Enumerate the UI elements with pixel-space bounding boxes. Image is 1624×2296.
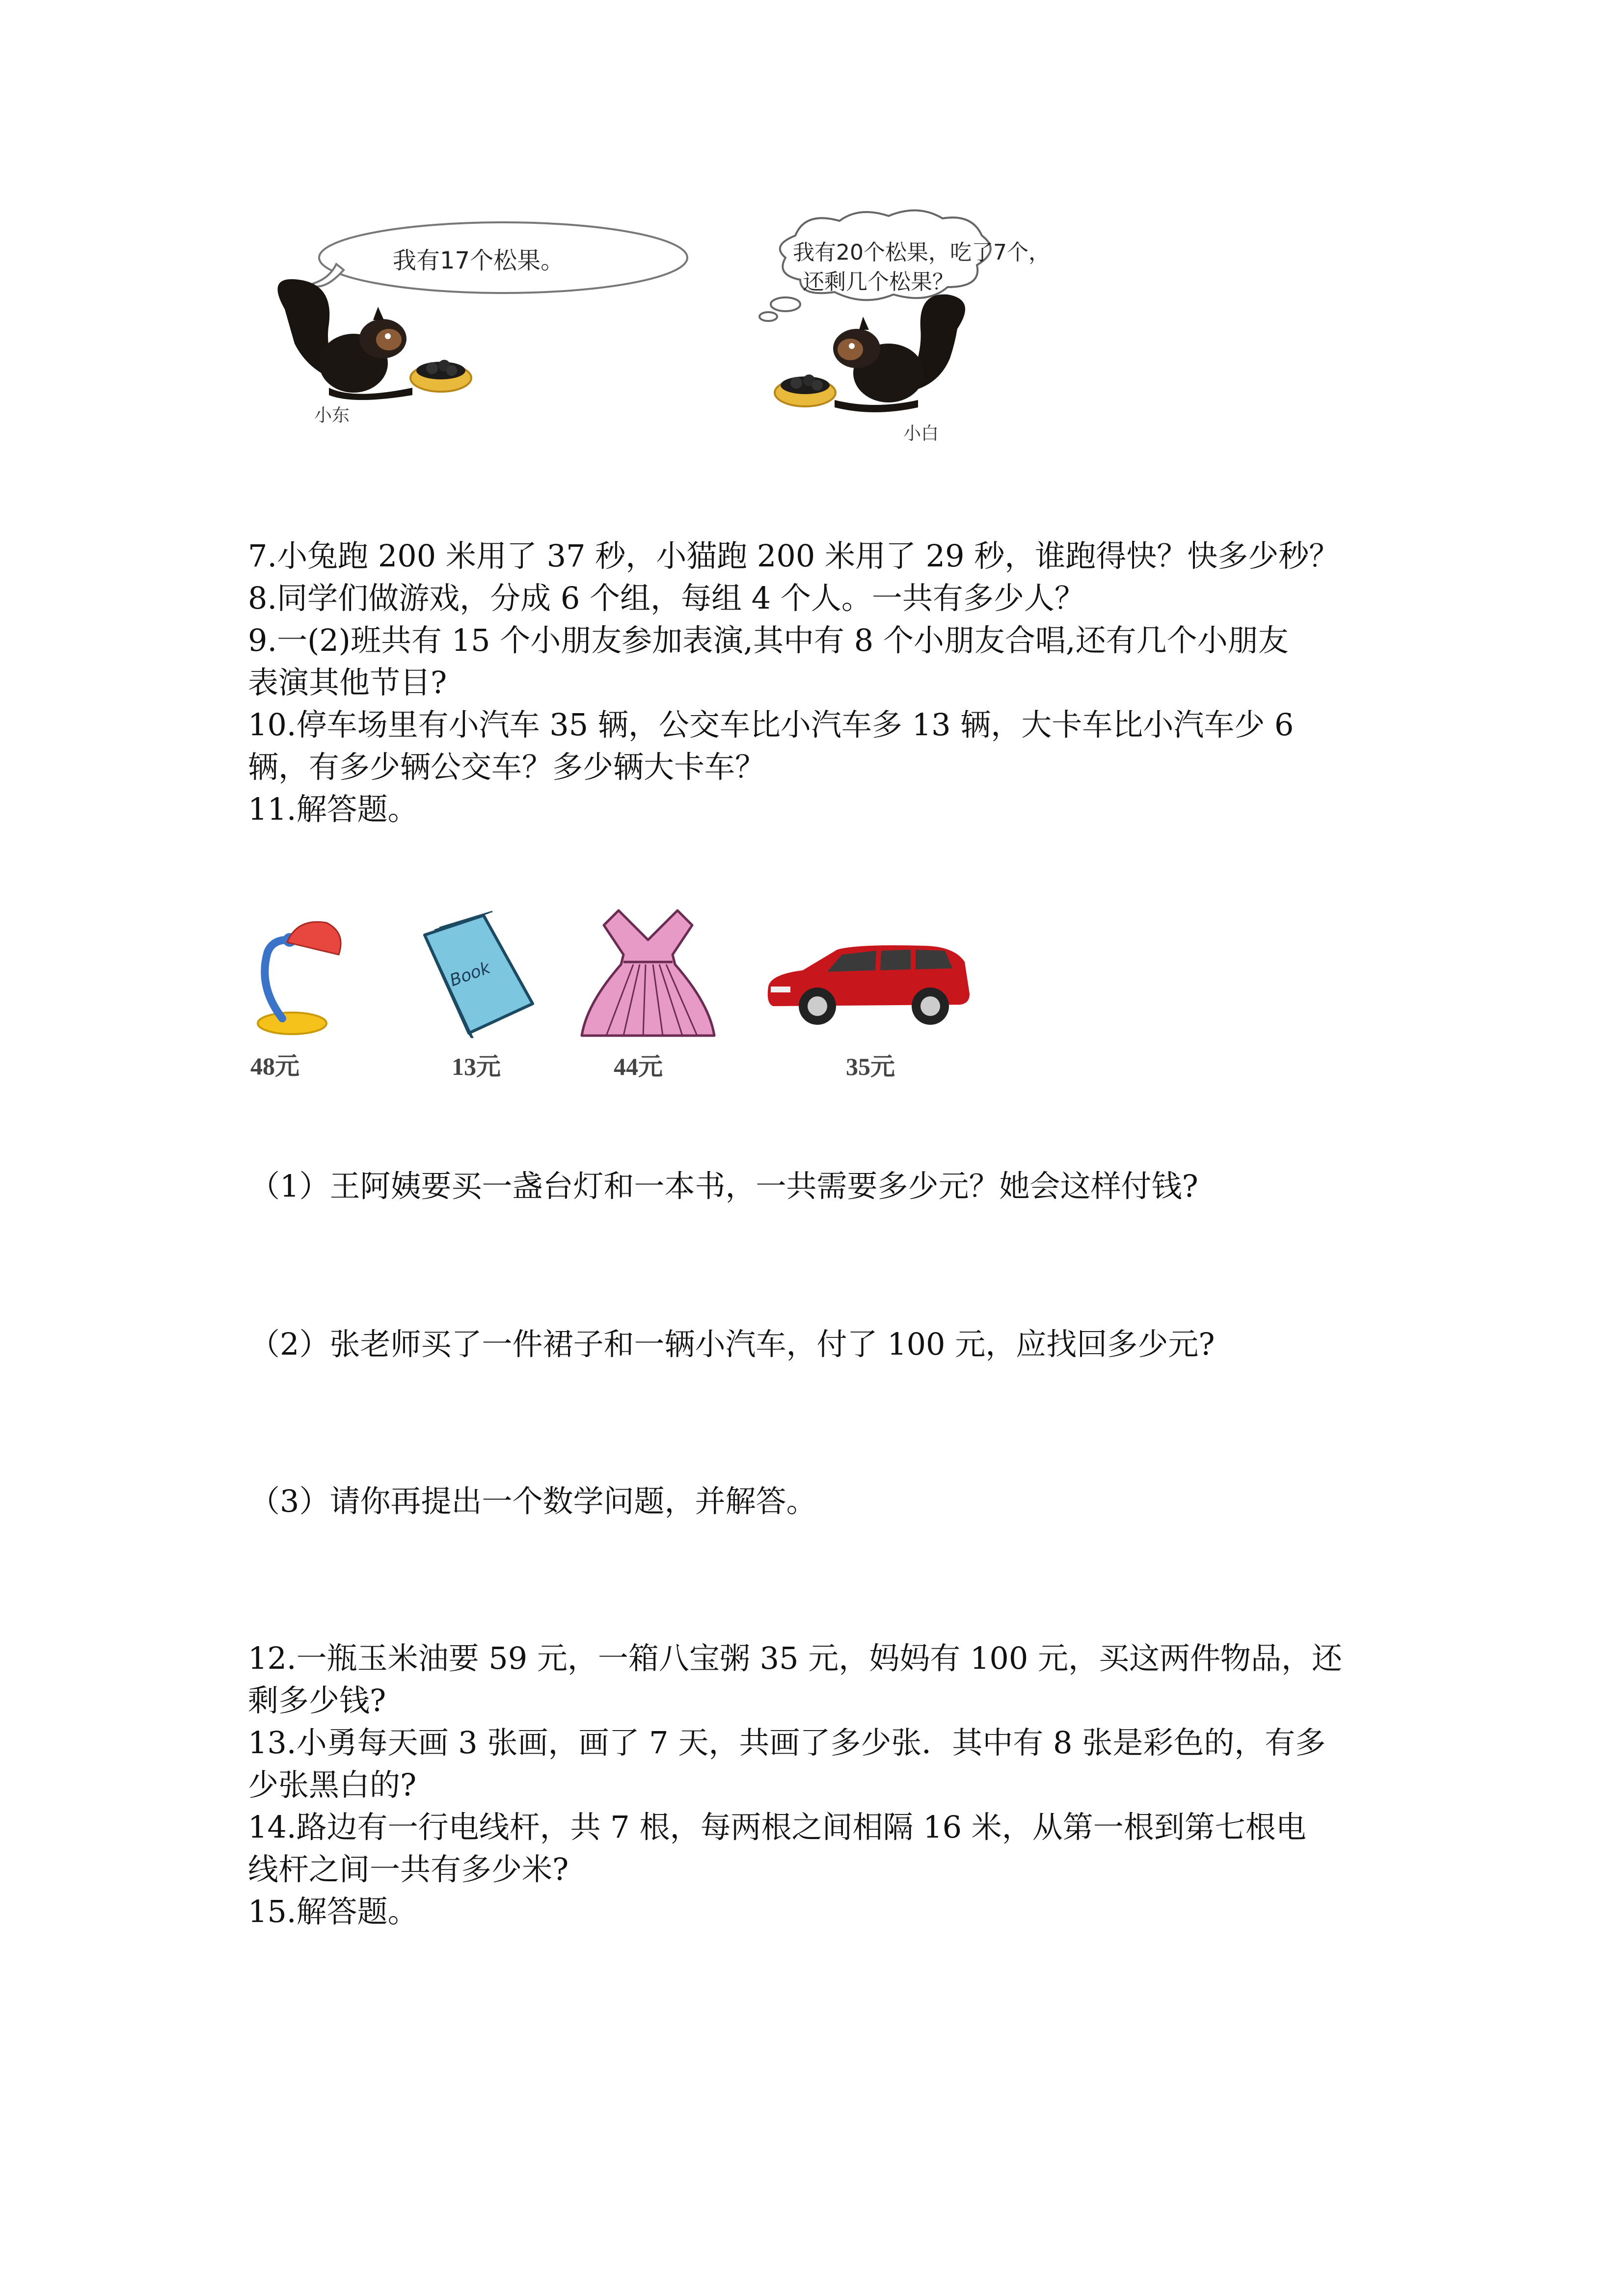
question-10-line-2: 辆，有多少辆公交车？多少辆大卡车？ [248,749,766,785]
question-9-line-2: 表演其他节目? [248,665,447,700]
desk-lamp-icon [248,913,346,1041]
car-icon [763,940,974,1028]
right-speech-line1: 我有20个松果，吃了7个， [793,240,1050,265]
right-squirrel-name: 小白 [903,424,939,444]
question-9-line-1: 9.一(2)班共有 15 个小朋友参加表演,其中有 8 个小朋友合唱,还有几个小朋友 [248,622,1289,658]
price-lamp: 48元 [250,1052,299,1080]
question-11: 11.解答题。 [248,791,418,827]
question-14-line-1: 14.路边有一行电线杆，共 7 根，每两根之间相隔 16 米，从第一根到第七根电 [248,1809,1306,1845]
question-8: 8.同学们做游戏，分成 6 个组，每组 4 个人。一共有多少人？ [248,580,1085,616]
item-car [763,940,974,1080]
subquestion-3: （3）请你再提出一个数学问题，并解答。 [249,1483,817,1519]
subquestion-1: （1）王阿姨要买一盏台灯和一本书，一共需要多少元？她会这样付钱? [249,1168,1198,1204]
price-dress: 44元 [614,1053,663,1080]
left-speech-text: 我有17个松果。 [393,247,565,274]
question-13-line-1: 13.小勇每天画 3 张画，画了 7 天，共画了多少张．其中有 8 张是彩色的，有多 [248,1725,1326,1761]
squirrel-illustration [255,206,1139,461]
question-10-line-1: 10.停车场里有小汽车 35 辆，公交车比小汽车多 13 辆，大卡车比小汽车少 6 [248,707,1294,743]
item-dress [577,906,719,1080]
right-squirrel [775,294,965,412]
right-speech-line2: 还剩几个松果？ [803,269,954,294]
left-squirrel-name: 小东 [314,405,350,426]
price-car: 35元 [846,1053,895,1080]
question-12-line-1: 12.一瓶玉米油要 59 元，一箱八宝粥 35 元，妈妈有 100 元，买这两件物品，还 [248,1640,1342,1676]
question-13-line-2: 少张黑白的? [248,1767,417,1803]
question-7: 7.小兔跑 200 米用了 37 秒，小猫跑 200 米用了 29 秒，谁跑得快？快多少秒？ [248,538,1340,574]
price-book: 13元 [452,1053,501,1080]
subquestion-2: （2）张老师买了一件裙子和一辆小汽车，付了 100 元，应找回多少元? [249,1326,1215,1362]
dress-icon [577,906,719,1038]
question-14-line-2: 线杆之间一共有多少米? [248,1851,569,1887]
left-squirrel [277,279,471,400]
question-12-line-2: 剩多少钱? [248,1682,386,1718]
book-cover-text: Book [447,958,493,991]
question-15: 15.解答题。 [248,1894,418,1929]
item-book [415,906,542,1080]
item-lamp [248,913,346,1080]
